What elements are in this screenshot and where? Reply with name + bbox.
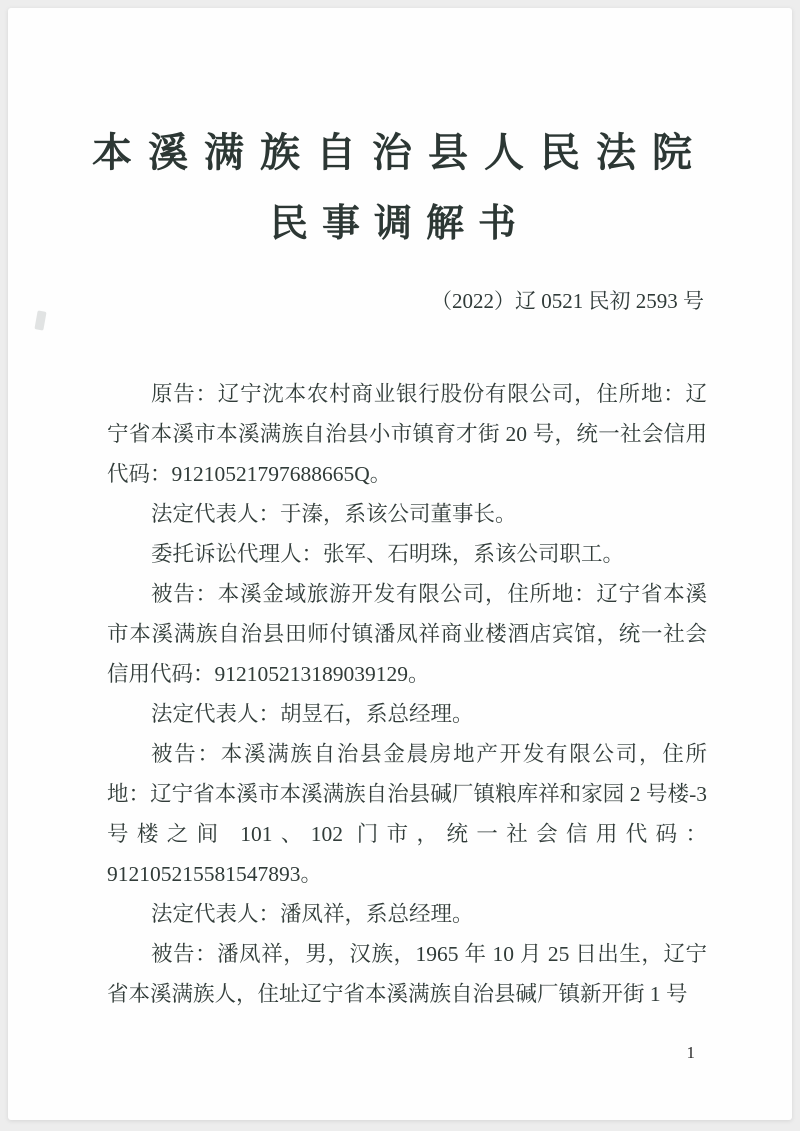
page-number: 1	[686, 1043, 695, 1062]
paragraph-defendant-2-legal-representative: 法定代表人：潘凤祥，系总经理。	[151, 902, 474, 926]
court-document-page	[8, 8, 792, 1120]
court-name-title: 本溪满族自治县人民法院	[92, 130, 708, 175]
paragraph-plaintiff-legal-representative: 法定代表人：于溱，系该公司董事长。	[151, 502, 517, 526]
paragraph-plaintiff-litigation-agents: 委托诉讼代理人：张军、石明珠，系该公司职工。	[151, 542, 625, 566]
case-number: （2022）辽 0521 民初 2593 号	[431, 289, 704, 313]
paragraph-defendant-3: 被告：潘凤祥，男，汉族，1965 年 10 月 25 日出生，辽宁省本溪满族人，住址辽宁省本溪满族自治县碱厂镇新开街 1 号	[107, 942, 707, 1006]
scan-artifact-mark	[34, 310, 46, 330]
document-body	[107, 374, 707, 1014]
paragraph-plaintiff: 原告：辽宁沈本农村商业银行股份有限公司，住所地：辽宁省本溪市本溪满族自治县小市镇育才街 20 号，统一社会信用代码：91210521797688665Q。	[107, 382, 707, 486]
paragraph-defendant-1-legal-representative: 法定代表人：胡昱石，系总经理。	[151, 702, 474, 726]
paragraph-defendant-1: 被告：本溪金域旅游开发有限公司，住所地：辽宁省本溪市本溪满族自治县田师付镇潘凤祥商业楼酒店宾馆，统一社会信用代码：912105213189039129。	[107, 582, 707, 686]
paragraph-defendant-2: 被告：本溪满族自治县金晨房地产开发有限公司，住所地：辽宁省本溪市本溪满族自治县碱厂镇粮库祥和家园 2 号楼-3 号楼之间 101、102 门市，统一社会信用代码：912105215581547893。	[107, 742, 707, 886]
document-type-title: 民事调解书	[269, 203, 530, 245]
